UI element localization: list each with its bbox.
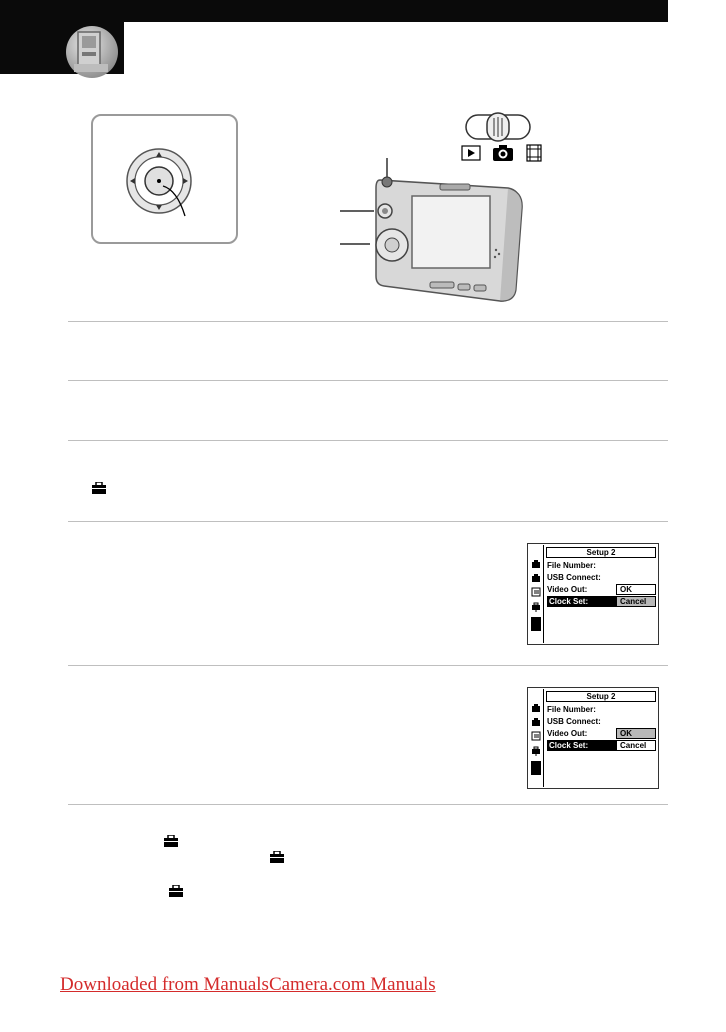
section-divider [68, 380, 668, 381]
mode-dial-switch-icon [465, 112, 531, 142]
menu-row: USB Connect: [547, 717, 601, 726]
screen-title: Setup 2 [546, 691, 656, 702]
menu-tab-column [529, 689, 544, 787]
setup2-tab-icon [531, 761, 541, 775]
option-arrow-icon: ◀ [610, 598, 615, 604]
camera-tab-icon [531, 559, 541, 569]
option-ok: OK [616, 584, 656, 595]
setup1-tab-icon [531, 602, 541, 612]
section-divider [68, 665, 668, 666]
setup2-tab-icon [531, 617, 541, 631]
menu-row-highlighted: Clock Set: [547, 596, 617, 607]
section-divider [68, 321, 668, 322]
memory-card-tab-icon [531, 587, 541, 597]
setup-screen-ok [527, 687, 659, 789]
memory-card-tab-icon [531, 731, 541, 741]
screen-title: Setup 2 [546, 547, 656, 558]
menu-tab-column [529, 545, 544, 643]
camera-tab-icon [531, 573, 541, 583]
section-divider [68, 804, 668, 805]
menu-row: Video Out: [547, 729, 588, 738]
camera-tab-icon [531, 703, 541, 713]
toolbox-setup-icon [169, 885, 183, 897]
option-arrow-icon: ◀ [610, 742, 615, 748]
menu-row: File Number: [547, 561, 596, 570]
menu-row: Video Out: [547, 585, 588, 594]
header-bar [0, 0, 668, 22]
setup-screen-cancel [527, 543, 659, 645]
multi-selector-control-icon [93, 116, 236, 242]
option-cancel-selected: Cancel [616, 596, 656, 607]
section-divider [68, 440, 668, 441]
section-divider [68, 521, 668, 522]
control-button-illustration [91, 114, 238, 244]
toolbox-setup-icon [270, 851, 284, 863]
toolbox-setup-icon [164, 835, 178, 847]
digital-camera-back-view-icon [340, 158, 530, 306]
menu-row: USB Connect: [547, 573, 601, 582]
setup1-tab-icon [531, 746, 541, 756]
footer-download-link[interactable]: Downloaded from ManualsCamera.com Manuals [60, 974, 436, 995]
toolbox-setup-icon [92, 482, 106, 494]
camera-tab-icon [531, 717, 541, 727]
camera-setup-page-icon [64, 24, 120, 80]
menu-row: File Number: [547, 705, 596, 714]
menu-row-highlighted: Clock Set: [547, 740, 617, 751]
option-cancel: Cancel [616, 740, 656, 751]
option-ok-selected: OK [616, 728, 656, 739]
